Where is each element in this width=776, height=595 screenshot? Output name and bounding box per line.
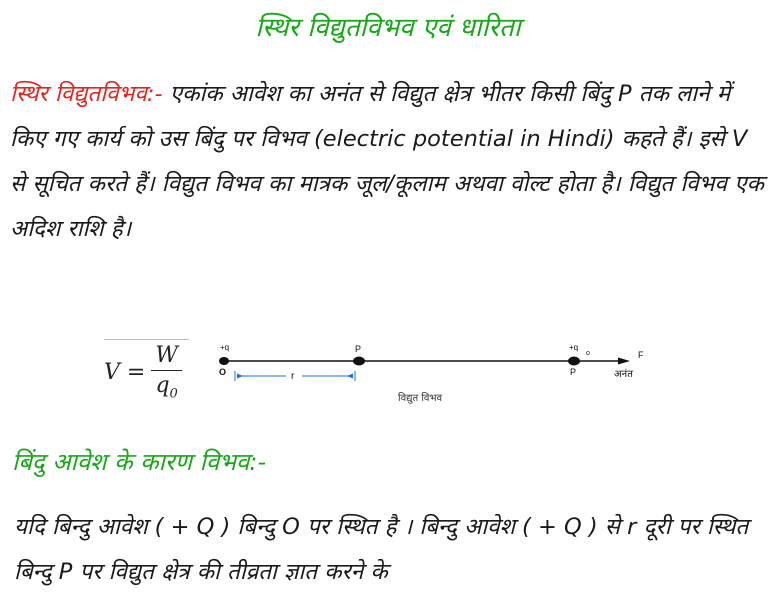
formula-lhs: V =	[104, 359, 146, 385]
potential-diagram	[218, 338, 658, 412]
formula-fraction	[151, 343, 182, 401]
distance-arrow-right	[347, 374, 353, 379]
diagram-caption: विद्युत विभव	[398, 393, 443, 404]
section-body-electric-potential: एकांक आवेश का अनंत से विद्युत क्षेत्र भीतर किसी बिंदु P तक लाने में किए गए कार्य को उस बिंदु पर विभव (electric potential in Hindi) कहते हैं। इसे V से सूचित करते हैं। विद्युत विभव का मात्रक जूल/कूलाम अथवा वोल्ट होता है। विद्युत विभव एक अदिश राशि है।	[10, 81, 764, 242]
charge-dot-test	[568, 357, 580, 366]
label-distance: r	[291, 371, 295, 382]
label-right-charge: +q	[569, 343, 579, 352]
potential-formula	[104, 336, 182, 408]
formula-denominator-base: q	[155, 372, 170, 398]
charge-dot-origin	[219, 357, 229, 365]
page-title: स्थिर विद्युतविभव एवं धारिता	[255, 13, 521, 43]
section-body-point-charge: यदि बिन्दु आवेश ( + Q ) बिन्दु O पर स्थित है । बिन्दु आवेश ( + Q ) से r दूरी पर स्थित बिन्दु P पर विद्युत क्षेत्र की तीव्रता ज्ञात करने के	[14, 514, 749, 585]
label-force: F	[638, 350, 644, 360]
label-mid-point: P	[355, 344, 362, 354]
formula-numerator: W	[151, 343, 182, 371]
section-paragraph-electric-potential	[10, 72, 766, 252]
section-heading-point-charge: बिंदु आवेश के कारण विभव:-	[12, 448, 267, 476]
label-infinity: अनंत	[614, 369, 633, 380]
label-right-charge-marker: o	[586, 350, 590, 357]
formula-denominator-subscript: 0	[169, 386, 178, 402]
label-origin: O	[219, 367, 227, 377]
section-heading-electric-potential: स्थिर विद्युतविभव:-	[10, 81, 163, 107]
charge-dot-point-p	[353, 357, 365, 366]
formula-denominator	[155, 371, 177, 401]
label-right-point: P	[570, 367, 577, 377]
force-arrowhead	[618, 358, 630, 365]
label-left-charge: +q	[220, 343, 230, 352]
distance-arrow-left	[237, 374, 243, 379]
